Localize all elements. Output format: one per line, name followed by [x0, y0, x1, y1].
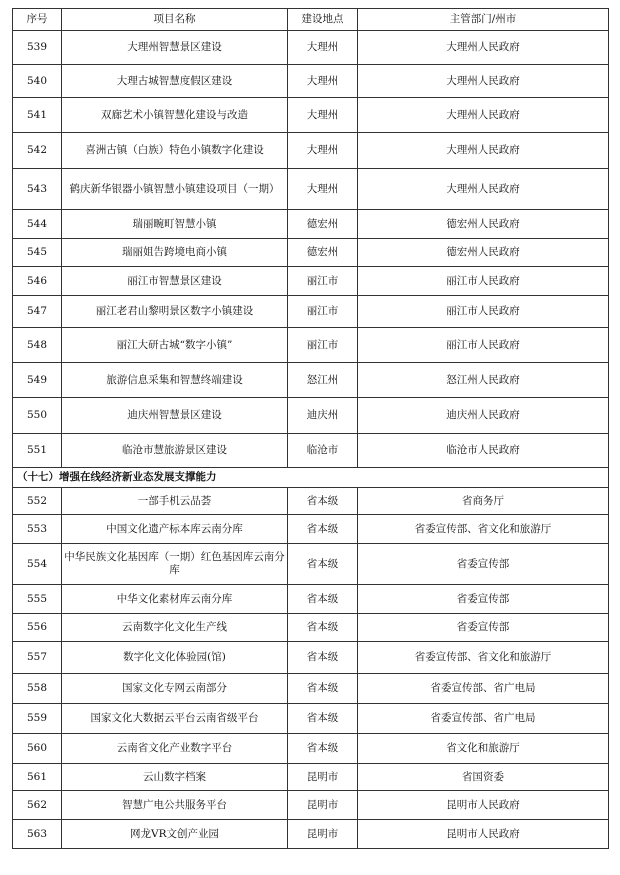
location-cell: 省本级 — [288, 704, 358, 734]
project-name-cell: 瑞丽姐告跨境电商小镇 — [62, 239, 288, 267]
table-row — [13, 398, 609, 434]
serial-cell: 549 — [13, 363, 62, 398]
location-cell: 德宏州 — [288, 239, 358, 267]
table-row — [13, 585, 609, 614]
header-serial: 序号 — [13, 9, 62, 31]
table-row — [13, 210, 609, 239]
project-name-cell: 迪庆州智慧景区建设 — [62, 398, 288, 434]
project-name-cell: 丽江市智慧景区建设 — [62, 267, 288, 296]
serial-cell: 543 — [13, 169, 62, 210]
project-name-cell: 数字化文化体验园(馆) — [62, 642, 288, 674]
section-header-row — [13, 468, 609, 488]
department-cell: 丽江市人民政府 — [358, 296, 609, 328]
serial-cell: 553 — [13, 515, 62, 544]
department-cell: 省委宣传部 — [358, 614, 609, 642]
serial-cell: 556 — [13, 614, 62, 642]
location-cell: 省本级 — [288, 674, 358, 704]
department-cell: 临沧市人民政府 — [358, 434, 609, 468]
department-cell: 德宏州人民政府 — [358, 239, 609, 267]
serial-cell: 548 — [13, 328, 62, 363]
location-cell: 昆明市 — [288, 820, 358, 849]
location-cell: 省本级 — [288, 614, 358, 642]
department-cell: 省委宣传部、省文化和旅游厅 — [358, 515, 609, 544]
project-name-cell: 旅游信息采集和智慧终端建设 — [62, 363, 288, 398]
header-location: 建设地点 — [288, 9, 358, 31]
serial-cell: 545 — [13, 239, 62, 267]
table-row — [13, 791, 609, 820]
project-name-cell: 鹤庆新华银器小镇智慧小镇建设项目（一期） — [62, 169, 288, 210]
department-cell: 迪庆州人民政府 — [358, 398, 609, 434]
serial-cell: 552 — [13, 488, 62, 515]
location-cell: 怒江州 — [288, 363, 358, 398]
department-cell: 省国资委 — [358, 764, 609, 791]
project-name-cell: 大理州智慧景区建设 — [62, 31, 288, 65]
table-row — [13, 31, 609, 65]
table-row — [13, 764, 609, 791]
table-header-row — [13, 9, 609, 31]
location-cell: 大理州 — [288, 65, 358, 98]
serial-cell: 555 — [13, 585, 62, 614]
department-cell: 大理州人民政府 — [358, 98, 609, 133]
department-cell: 省委宣传部、省文化和旅游厅 — [358, 642, 609, 674]
department-cell: 昆明市人民政府 — [358, 820, 609, 849]
location-cell: 大理州 — [288, 169, 358, 210]
serial-cell: 541 — [13, 98, 62, 133]
department-cell: 省文化和旅游厅 — [358, 734, 609, 764]
project-name-cell: 中华民族文化基因库（一期）红色基因库云南分库 — [62, 544, 288, 585]
project-name-cell: 丽江老君山黎明景区数字小镇建设 — [62, 296, 288, 328]
project-name-cell: 丽江大研古城“数字小镇” — [62, 328, 288, 363]
location-cell: 昆明市 — [288, 764, 358, 791]
department-cell: 昆明市人民政府 — [358, 791, 609, 820]
location-cell: 省本级 — [288, 642, 358, 674]
project-name-cell: 云南省文化产业数字平台 — [62, 734, 288, 764]
table-row — [13, 267, 609, 296]
header-department: 主管部门/州市 — [358, 9, 609, 31]
department-cell: 大理州人民政府 — [358, 31, 609, 65]
project-name-cell: 国家文化大数据云平台云南省级平台 — [62, 704, 288, 734]
project-name-cell: 智慧广电公共服务平台 — [62, 791, 288, 820]
table-row — [13, 239, 609, 267]
table-row — [13, 488, 609, 515]
serial-cell: 559 — [13, 704, 62, 734]
project-name-cell: 中国文化遗产标本库云南分库 — [62, 515, 288, 544]
section-title: （十七）增强在线经济新业态发展支撑能力 — [13, 468, 609, 488]
location-cell: 昆明市 — [288, 791, 358, 820]
department-cell: 省委宣传部 — [358, 544, 609, 585]
header-project-name: 项目名称 — [62, 9, 288, 31]
department-cell: 怒江州人民政府 — [358, 363, 609, 398]
department-cell: 省商务厅 — [358, 488, 609, 515]
document-sheet — [12, 8, 608, 849]
serial-cell: 558 — [13, 674, 62, 704]
project-name-cell: 云山数字档案 — [62, 764, 288, 791]
table-row — [13, 642, 609, 674]
location-cell: 省本级 — [288, 488, 358, 515]
project-name-cell: 一部手机云品荟 — [62, 488, 288, 515]
project-name-cell: 大理古城智慧度假区建设 — [62, 65, 288, 98]
table-row — [13, 169, 609, 210]
table-row — [13, 363, 609, 398]
table-row — [13, 820, 609, 849]
table-body — [13, 31, 609, 849]
location-cell: 丽江市 — [288, 328, 358, 363]
location-cell: 迪庆州 — [288, 398, 358, 434]
department-cell: 丽江市人民政府 — [358, 267, 609, 296]
location-cell: 德宏州 — [288, 210, 358, 239]
serial-cell: 554 — [13, 544, 62, 585]
location-cell: 省本级 — [288, 734, 358, 764]
project-name-cell: 临沧市慧旅游景区建设 — [62, 434, 288, 468]
serial-cell: 562 — [13, 791, 62, 820]
table-row — [13, 98, 609, 133]
location-cell: 大理州 — [288, 98, 358, 133]
project-name-cell: 双廊艺术小镇智慧化建设与改造 — [62, 98, 288, 133]
location-cell: 丽江市 — [288, 267, 358, 296]
location-cell: 临沧市 — [288, 434, 358, 468]
serial-cell: 547 — [13, 296, 62, 328]
project-name-cell: 云南数字化文化生产线 — [62, 614, 288, 642]
project-name-cell: 国家文化专网云南部分 — [62, 674, 288, 704]
department-cell: 大理州人民政府 — [358, 169, 609, 210]
table-row — [13, 515, 609, 544]
project-name-cell: 网龙VR文创产业园 — [62, 820, 288, 849]
serial-cell: 563 — [13, 820, 62, 849]
serial-cell: 560 — [13, 734, 62, 764]
serial-cell: 557 — [13, 642, 62, 674]
location-cell: 丽江市 — [288, 296, 358, 328]
location-cell: 省本级 — [288, 515, 358, 544]
serial-cell: 551 — [13, 434, 62, 468]
serial-cell: 546 — [13, 267, 62, 296]
table-row — [13, 65, 609, 98]
serial-cell: 550 — [13, 398, 62, 434]
table-row — [13, 544, 609, 585]
department-cell: 丽江市人民政府 — [358, 328, 609, 363]
table-row — [13, 614, 609, 642]
project-name-cell: 喜洲古镇（白族）特色小镇数字化建设 — [62, 133, 288, 169]
department-cell: 大理州人民政府 — [358, 65, 609, 98]
serial-cell: 544 — [13, 210, 62, 239]
department-cell: 省委宣传部、省广电局 — [358, 674, 609, 704]
location-cell: 大理州 — [288, 133, 358, 169]
department-cell: 省委宣传部、省广电局 — [358, 704, 609, 734]
table-row — [13, 133, 609, 169]
location-cell: 省本级 — [288, 544, 358, 585]
table-row — [13, 296, 609, 328]
table-row — [13, 434, 609, 468]
serial-cell: 561 — [13, 764, 62, 791]
table-row — [13, 734, 609, 764]
location-cell: 省本级 — [288, 585, 358, 614]
serial-cell: 540 — [13, 65, 62, 98]
department-cell: 大理州人民政府 — [358, 133, 609, 169]
location-cell: 大理州 — [288, 31, 358, 65]
table-row — [13, 328, 609, 363]
department-cell: 省委宣传部 — [358, 585, 609, 614]
serial-cell: 539 — [13, 31, 62, 65]
project-name-cell: 中华文化素材库云南分库 — [62, 585, 288, 614]
department-cell: 德宏州人民政府 — [358, 210, 609, 239]
table-row — [13, 704, 609, 734]
table-row — [13, 674, 609, 704]
project-table — [12, 8, 609, 849]
project-name-cell: 瑞丽畹町智慧小镇 — [62, 210, 288, 239]
serial-cell: 542 — [13, 133, 62, 169]
